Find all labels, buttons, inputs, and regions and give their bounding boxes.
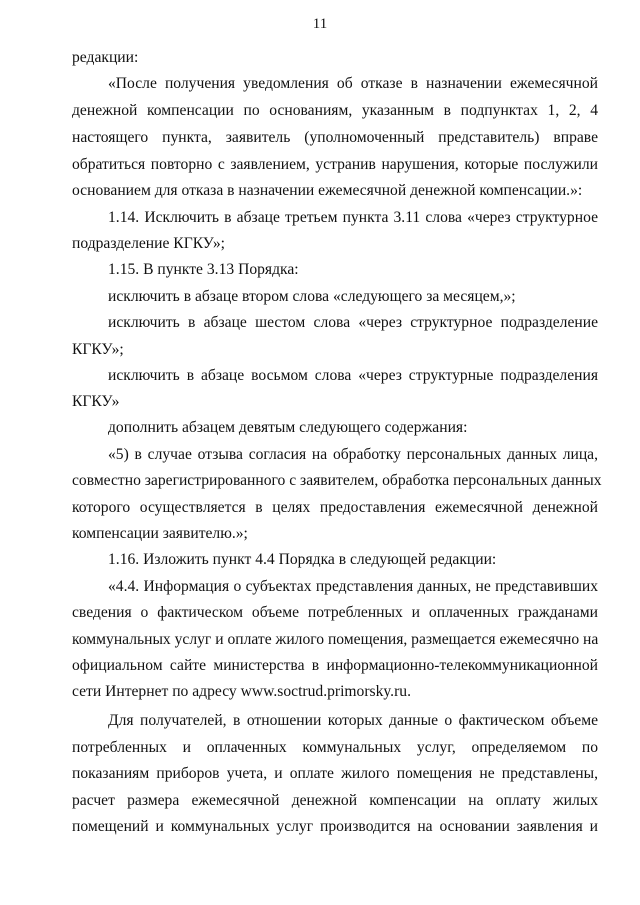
page-number: 11	[312, 16, 328, 32]
text-line: «После получения уведомления об отказе в назначении ежемесячной	[108, 75, 598, 92]
text-line: КГКУ»	[72, 393, 120, 410]
text-line: коммунальных услуг и оплате жилого помещения, размещается ежемесячно на	[72, 631, 599, 648]
text-line: обратиться повторно с заявлением, устранив нарушения, которые послужили	[72, 156, 598, 173]
text-line: 1.15. В пункте 3.13 Порядка:	[108, 261, 299, 278]
text-line: помещений и коммунальных услуг производится на основании заявления и	[72, 818, 598, 835]
text-line: настоящего пункта, заявитель (уполномоченный представитель) вправе	[72, 129, 598, 146]
text-line: денежной компенсации по основаниям, указанным в подпунктах 1, 2, 4	[72, 102, 598, 119]
text-line: исключить в абзаце втором слова «следующего за месяцем,»;	[108, 288, 516, 305]
text-line: редакции:	[72, 49, 139, 66]
text-line: КГКУ»;	[72, 341, 124, 358]
text-line: 1.16. Изложить пункт 4.4 Порядка в следующей редакции:	[108, 551, 497, 568]
text-line: дополнить абзацем девятым следующего содержания:	[108, 419, 468, 436]
text-line: «4.4. Информация о субъектах представления данных, не представивших	[108, 578, 598, 595]
text-line: исключить в абзаце восьмом слова «через структурные подразделения	[108, 367, 598, 384]
text-line: исключить в абзаце шестом слова «через структурное подразделение	[108, 314, 598, 331]
text-line: совместно зарегистрированного с заявителем, обработка персональных данных	[72, 472, 602, 489]
text-line: сведения о фактическом объеме потребленных и оплаченных гражданами	[72, 604, 598, 621]
text-line: официальном сайте министерства в информационно-телекоммуникационной	[72, 657, 598, 674]
text-line: потребленных и оплаченных коммунальных услуг, определяемом по	[72, 739, 598, 756]
text-line: Для получателей, в отношении которых данные о фактическом объеме	[108, 712, 598, 729]
text-line: основанием для отказа в назначении ежемесячной денежной компенсации.»:	[72, 182, 583, 199]
text-line: показаниям приборов учета, и оплате жилого помещения не представлены,	[72, 765, 598, 782]
text-line: компенсации заявителю.»;	[72, 525, 248, 542]
text-line: 1.14. Исключить в абзаце третьем пункта 3.11 слова «через структурное	[108, 209, 598, 226]
text-line: расчет размера ежемесячной денежной компенсации на оплату жилых	[72, 792, 598, 809]
text-line: сети Интернет по адресу www.soctrud.primorsky.ru.	[72, 683, 411, 700]
text-line: подразделение КГКУ»;	[72, 235, 225, 252]
text-line: которого осуществляется в целях предоставления ежемесячной денежной	[72, 499, 598, 516]
text-line: «5) в случае отзыва согласия на обработку персональных данных лица,	[108, 446, 598, 463]
